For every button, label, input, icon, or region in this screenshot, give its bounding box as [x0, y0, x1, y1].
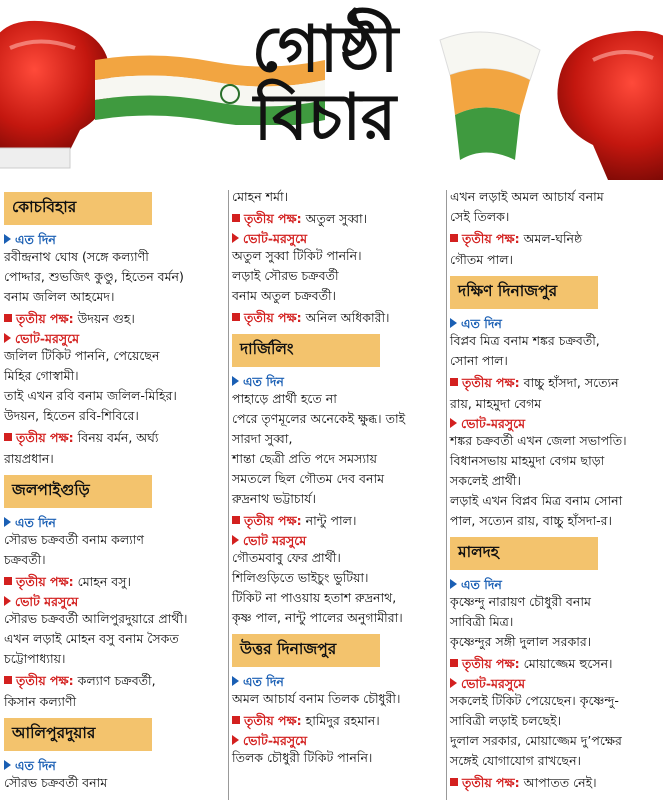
arrow-marker-icon: [232, 735, 239, 745]
text-line: বনাম অতুল চক্রবর্তী।: [232, 288, 337, 303]
text-line: সকলেই টিকিট পেয়েছেন। কৃষ্ণেন্দু-: [450, 693, 619, 708]
text-line: অতুল সুব্বা টিকিট পাননি।: [232, 248, 362, 263]
era-heading: এত দিন: [232, 674, 442, 690]
text-line: বিপ্লব মিত্র বনাম শঙ্কর চক্রবর্তী,: [450, 333, 600, 348]
text-line: সাবিত্রী লড়াই চলছেই।: [450, 713, 562, 728]
third-party: তৃতীয় পক্ষ: অমল-ঘনিষ্ঠ: [450, 230, 660, 248]
text-line: সঙ্গেই যোগাযোগ রাখছেন।: [450, 753, 582, 768]
square-bullet-icon: [232, 313, 240, 321]
text-line: বিধানসভায় মাহমুদা বেগম ছাড়া: [450, 453, 605, 468]
third-party: তৃতীয় পক্ষ: আপাতত নেই।: [450, 774, 660, 792]
arrow-marker-icon: [232, 676, 239, 686]
district-title: আলিপুরদুয়ার: [4, 718, 152, 751]
text-line: সৌরভ চক্রবর্তী বনাম: [4, 775, 108, 790]
text-line: পাল, সত্যেন রায়, বাচ্চু হাঁসদা-র।: [450, 513, 612, 528]
banner: [0, 0, 663, 186]
text-line: মিহির গোস্বামী।: [4, 368, 79, 383]
era-heading: এত দিন: [450, 577, 660, 593]
text-line: পাহাড়ে প্রার্থী হতে না: [232, 391, 337, 406]
text-line: রুদ্রনাথ ভট্টাচার্য।: [232, 491, 316, 506]
text-line: সৌরভ চক্রবর্তী বনাম কল্যাণ: [4, 532, 144, 547]
third-party: তৃতীয় পক্ষ: বিনয় বর্মন, অর্ঘ্য: [4, 429, 226, 447]
third-party: তৃতীয় পক্ষ: অনিল অধিকারী।: [232, 309, 442, 327]
era-heading: এত দিন: [450, 316, 660, 332]
arrow-marker-icon: [450, 579, 457, 589]
column-3: [450, 188, 660, 795]
third-party: তৃতীয় পক্ষ: কল্যাণ চক্রবর্তী,: [4, 672, 226, 690]
column-divider: [228, 190, 229, 800]
vote-heading: ভোট-মরসুমে: [450, 676, 660, 692]
text-line: রায়, মাহমুদা বেগম: [450, 396, 542, 411]
alipurduar-continued: [232, 188, 442, 327]
text-line: সকলেই প্রার্থী।: [450, 473, 521, 488]
text-line: কৃষ্ণেন্দু নারায়ণ চৌধুরী বনাম: [450, 594, 591, 609]
boxing-glove-icon: [533, 20, 663, 186]
vote-heading: ভোট মরসুমে: [4, 594, 226, 610]
column-divider: [446, 190, 447, 800]
text-line: চক্রবর্তী।: [4, 552, 46, 567]
text-line: টিকিট না পাওয়ায় হতাশ রুদ্রনাথ,: [232, 590, 397, 605]
arrow-marker-icon: [4, 333, 11, 343]
text-line: উদয়ন, হিতেন রবি-শিবিরে।: [4, 408, 139, 423]
column-1: [4, 188, 226, 795]
text-line: কৃষ্ণেন্দুর সঙ্গী দুলাল সরকার।: [450, 634, 592, 649]
third-party: তৃতীয় পক্ষ: নান্টু পাল।: [232, 512, 442, 530]
square-bullet-icon: [450, 659, 458, 667]
era-heading: এত দিন: [232, 374, 442, 390]
text-line: পোদ্দার, শুভজিৎ কুণ্ডু, হিতেন বর্মন): [4, 269, 184, 284]
era-heading: এত দিন: [4, 758, 226, 774]
district-jalpaiguri: [4, 471, 226, 711]
text-line: অমল আচার্য বনাম তিলক চৌধুরী।: [232, 691, 401, 706]
headline: [190, 12, 460, 155]
square-bullet-icon: [4, 433, 12, 441]
district-title: জলপাইগুড়ি: [4, 475, 152, 508]
vote-heading: ভোট-মরসুমে: [450, 416, 660, 432]
third-party: তৃতীয় পক্ষ: মোয়াজ্জেম হুসেন।: [450, 655, 660, 673]
arrow-marker-icon: [4, 234, 11, 244]
text-line: গৌতম পাল।: [450, 252, 514, 267]
vote-heading: ভোট-মরসুমে: [232, 231, 442, 247]
text-line: সমতলে ছিল গৌতম দেব বনাম: [232, 471, 385, 486]
text-line: বনাম জলিল আহমেদ।: [4, 289, 115, 304]
text-line: তাই এখন রবি বনাম জলিল-মিহির।: [4, 388, 177, 403]
text-line: সোনা পাল।: [450, 353, 508, 368]
text-line: রায়প্রধান।: [4, 451, 54, 466]
text-line: সৌরভ চক্রবর্তী আলিপুরদুয়ারে প্রার্থী।: [4, 611, 188, 626]
district-darjeeling: [232, 330, 442, 627]
square-bullet-icon: [232, 716, 240, 724]
square-bullet-icon: [450, 234, 458, 242]
square-bullet-icon: [450, 378, 458, 386]
text-line: গৌতমবাবু ফের প্রার্থী।: [232, 550, 341, 565]
text-line: দুলাল সরকার, মোয়াজ্জেম দু’পক্ষের: [450, 733, 622, 748]
third-party: তৃতীয় পক্ষ: অতুল সুব্বা।: [232, 210, 442, 228]
district-title: উত্তর দিনাজপুর: [232, 634, 380, 667]
column-2: [232, 188, 442, 770]
district-title: দক্ষিণ দিনাজপুর: [450, 276, 598, 309]
district-title: মালদহ: [450, 537, 598, 570]
text-line: এখন লড়াই অমল আচার্য বনাম: [450, 189, 604, 204]
text-line: তিলক চৌধুরী টিকিট পাননি।: [232, 750, 373, 765]
third-party: তৃতীয় পক্ষ: বাচ্চু হাঁসদা, সত্যেন: [450, 374, 660, 392]
arrow-marker-icon: [232, 535, 239, 545]
square-bullet-icon: [4, 676, 12, 684]
district-coochbehar: [4, 188, 226, 468]
text-line: সাবিত্রী মিত্র।: [450, 614, 514, 629]
arrow-marker-icon: [4, 596, 11, 606]
district-malda: [450, 533, 660, 792]
text-line: লড়াই এখন বিপ্লব মিত্র বনাম সোনা: [450, 493, 623, 508]
text-line: পেরে তৃণমূলের অনেকেই ক্ষুব্ধ। তাই: [232, 411, 406, 426]
headline-line-2: বিচার: [253, 80, 397, 155]
district-uttar-dinajpur: [232, 630, 442, 767]
square-bullet-icon: [4, 577, 12, 585]
arrow-marker-icon: [4, 760, 11, 770]
district-title: দার্জিলিং: [232, 334, 380, 367]
text-line: কৃষ্ণ পাল, নান্টু পালের অনুগামীরা।: [232, 610, 403, 625]
third-party: তৃতীয় পক্ষ: হামিদুর রহমান।: [232, 712, 442, 730]
district-dakshin-dinajpur: [450, 272, 660, 530]
arrow-marker-icon: [450, 318, 457, 328]
headline-line-1: গোষ্ঠী: [251, 12, 399, 87]
text-line: শঙ্কর চক্রবর্তী এখন জেলা সভাপতি।: [450, 433, 627, 448]
vote-heading: ভোট-মরসুমে: [232, 733, 442, 749]
square-bullet-icon: [4, 314, 12, 322]
text-line: এখন লড়াই মোহন বসু বনাম সৈকত: [4, 631, 179, 646]
text-line: সেই তিলক।: [450, 209, 510, 224]
square-bullet-icon: [450, 778, 458, 786]
arrow-marker-icon: [450, 678, 457, 688]
arrow-marker-icon: [4, 517, 11, 527]
district-title: কোচবিহার: [4, 192, 152, 225]
district-alipurduar: [4, 714, 226, 792]
text-line: চট্টোপাধ্যায়।: [4, 651, 66, 666]
square-bullet-icon: [232, 516, 240, 524]
third-party: তৃতীয় পক্ষ: উদয়ন গুহ।: [4, 310, 226, 328]
text-line: সারদা সুব্বা,: [232, 431, 293, 446]
text-line: লড়াই সৌরভ চক্রবর্তী: [232, 268, 339, 283]
era-heading: এত দিন: [4, 515, 226, 531]
text-line: মোহন শর্মা।: [232, 189, 289, 204]
third-party: তৃতীয় পক্ষ: মোহন বসু।: [4, 573, 226, 591]
text-line: জলিল টিকিট পাননি, পেয়েছেন: [4, 348, 160, 363]
text-line: কিসান কল্যাণী: [4, 694, 77, 709]
arrow-marker-icon: [232, 376, 239, 386]
square-bullet-icon: [232, 214, 240, 222]
vote-heading: ভোট মরসুমে: [232, 533, 442, 549]
text-line: রবীন্দ্রনাথ ঘোষ (সঙ্গে কল্যাণী: [4, 249, 149, 264]
arrow-marker-icon: [232, 233, 239, 243]
uttar-dinajpur-continued: [450, 188, 660, 269]
arrow-marker-icon: [450, 418, 457, 428]
text-line: শিলিগুড়িতে ভাইচুং ভুটিয়া।: [232, 570, 369, 585]
text-line: শান্তা ছেত্রী প্রতি পদে সমস্যায়: [232, 451, 377, 466]
vote-heading: ভোট-মরসুমে: [4, 331, 226, 347]
era-heading: এত দিন: [4, 232, 226, 248]
